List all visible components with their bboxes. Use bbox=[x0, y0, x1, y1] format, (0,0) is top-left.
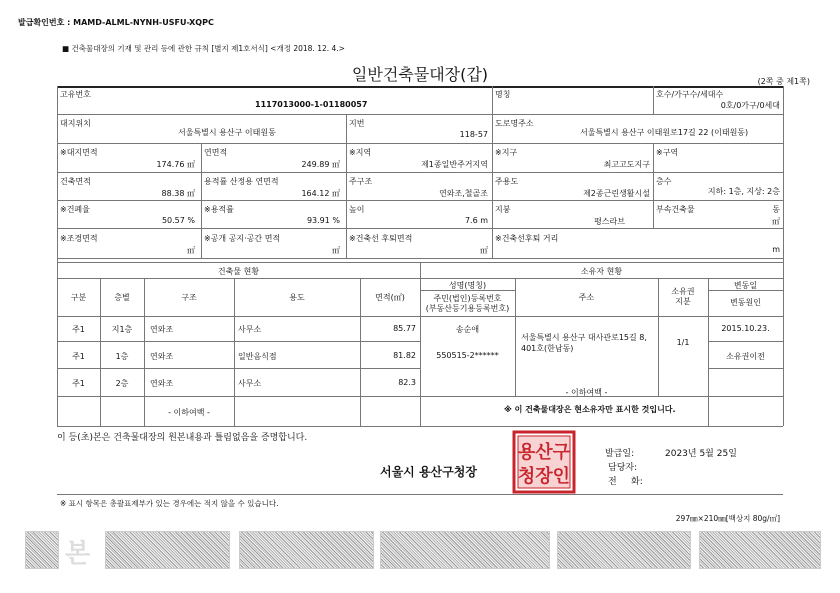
bcr-value: 50.57 % bbox=[161, 216, 195, 225]
cell-structure: 연와조 bbox=[150, 325, 174, 334]
public-space-value: ㎡ bbox=[332, 246, 340, 255]
table-top-border bbox=[57, 86, 783, 88]
landscape-value: ㎡ bbox=[187, 246, 195, 255]
cell-structure: 연와조 bbox=[150, 352, 174, 361]
owner-address-line2: 401호(한남동) bbox=[521, 344, 574, 353]
col-divider bbox=[653, 143, 654, 229]
table-left-border bbox=[57, 86, 58, 426]
owner-share: 1/1 bbox=[676, 338, 690, 347]
zone-value: 제1종일반주거지역 bbox=[421, 160, 488, 169]
lot-label: 지번 bbox=[349, 119, 365, 128]
name-label: 명칭 bbox=[495, 90, 511, 99]
col-header-owner-id: 주민(법인)등록번호 bbox=[433, 294, 502, 303]
col-header-use: 용도 bbox=[289, 293, 305, 302]
footnote: ※ 표시 항목은 총괄표제부가 있는 경우에는 적지 않을 수 있습니다. bbox=[60, 499, 279, 508]
total-area-value: 249.89 ㎡ bbox=[301, 160, 340, 169]
col-header-area: 면적(㎡) bbox=[375, 293, 405, 302]
watermark-graphic bbox=[25, 531, 93, 569]
issuer-name: 서울시 용산구청장 bbox=[380, 465, 477, 479]
setback-area-value: ㎡ bbox=[480, 246, 488, 255]
row-divider bbox=[57, 143, 783, 144]
cell-div: 주1 bbox=[72, 352, 85, 361]
security-code-5 bbox=[699, 531, 821, 569]
phone-label: 전 화: bbox=[608, 477, 643, 487]
row-divider bbox=[57, 341, 420, 342]
height-value: 7.6 m bbox=[464, 216, 488, 225]
issue-date-label: 발급일: bbox=[605, 449, 635, 459]
row-divider bbox=[57, 172, 783, 173]
structure-label: 주구조 bbox=[349, 177, 373, 186]
cell-area: 82.3 bbox=[398, 378, 416, 387]
building-section-title: 건축물 현황 bbox=[217, 267, 260, 276]
security-code-1 bbox=[105, 531, 230, 569]
zone-label: ※지역 bbox=[349, 148, 372, 157]
floors-end-marker: - 이하여백 - bbox=[168, 408, 210, 417]
floors-value: 지하: 1층, 지상: 2층 bbox=[707, 187, 780, 196]
header-bottom-border bbox=[57, 316, 783, 317]
id-label: 고유번호 bbox=[60, 90, 91, 99]
col-divider bbox=[201, 143, 202, 258]
col-header-owner-name: 성명(명칭) bbox=[448, 281, 487, 290]
district-value: 최고고도지구 bbox=[603, 160, 650, 169]
row-divider bbox=[57, 228, 783, 229]
col-header-change-date: 변동일 bbox=[733, 281, 758, 290]
main-use-value: 제2종근린생활시설 bbox=[583, 189, 650, 198]
annex-label: 부속건축물 bbox=[656, 205, 695, 214]
owner-address-line1: 서울특별시 용산구 대사관로15길 8, bbox=[521, 333, 647, 342]
roof-label: 지붕 bbox=[495, 205, 511, 214]
svg-text:청장인: 청장인 bbox=[517, 466, 571, 487]
cell-div: 주1 bbox=[72, 325, 85, 334]
row-divider bbox=[57, 114, 783, 115]
row-divider bbox=[57, 396, 420, 397]
regulation-note: ■ 건축물대장의 기재 및 관리 등에 관한 규칙 [별지 제1호서식] <개정 2018. 12. 4.> bbox=[62, 44, 345, 53]
area-zone-label: ※구역 bbox=[656, 148, 679, 157]
land-area-value: 174.76 ㎡ bbox=[156, 160, 195, 169]
row-divider bbox=[57, 368, 420, 369]
site-value: 서울특별시 용산구 이태원동 bbox=[178, 128, 276, 137]
building-area-label: 건축면적 bbox=[60, 177, 91, 186]
row-divider bbox=[57, 200, 783, 201]
lot-value: 118-57 bbox=[459, 130, 488, 139]
district-label: ※지구 bbox=[495, 148, 518, 157]
owner-note: ※ 이 건축물대장은 현소유자만 표시한 것입니다. bbox=[504, 405, 676, 414]
security-code-2 bbox=[239, 531, 374, 569]
col-header-share: 소유권 bbox=[671, 287, 695, 296]
col-header-owner-regid: (부동산등기용등록번호) bbox=[425, 304, 510, 313]
setback-distance-value: m bbox=[772, 245, 780, 254]
site-label: 대지위치 bbox=[60, 119, 91, 128]
road-address-label: 도로명주소 bbox=[495, 119, 534, 128]
page-title: 일반건축물대장(갑) bbox=[351, 65, 489, 84]
col-divider bbox=[346, 143, 347, 258]
bcr-label: ※건폐율 bbox=[60, 205, 90, 214]
col-header-change-reason: 변동원인 bbox=[730, 298, 761, 307]
setback-distance-label: ※건축선후퇴 거리 bbox=[495, 234, 559, 243]
issue-confirmation-number: 발급확인번호 : MAMD-ALML-NYNH-USFU-XQPC bbox=[18, 18, 214, 27]
row-divider bbox=[57, 258, 783, 259]
owner-change-reason: 소유권이전 bbox=[726, 352, 765, 361]
issue-date-value: 2023년 5월 25일 bbox=[665, 449, 737, 459]
building-area-value: 88.38 ㎡ bbox=[161, 189, 195, 198]
road-address-value: 서울특별시 용산구 이태원로17길 22 (이태원동) bbox=[580, 128, 749, 137]
height-label: 높이 bbox=[349, 205, 365, 214]
table-right-border bbox=[783, 86, 784, 426]
cell-floor: 지1층 bbox=[111, 325, 133, 334]
person-in-charge-label: 담당자: bbox=[608, 463, 638, 473]
table-bottom-border bbox=[57, 426, 783, 427]
cell-use: 사무소 bbox=[238, 379, 262, 388]
cell-area: 81.82 bbox=[393, 351, 416, 360]
far-area-value: 164.12 ㎡ bbox=[301, 189, 340, 198]
annex-area-value: ㎡ bbox=[772, 217, 780, 226]
certify-statement: 이 등(초)본은 건축물대장의 원본내용과 틀림없음을 증명합니다. bbox=[57, 433, 308, 443]
svg-text:용산구: 용산구 bbox=[517, 442, 571, 463]
cell-use: 사무소 bbox=[238, 325, 262, 334]
official-seal bbox=[512, 430, 576, 494]
col-divider bbox=[492, 143, 493, 258]
col-header-floor: 층별 bbox=[114, 293, 130, 302]
floors-label: 층수 bbox=[656, 177, 672, 186]
far-value: 93.91 % bbox=[306, 216, 340, 225]
owner-reg-no: 550515-2****** bbox=[436, 351, 499, 360]
structure-value: 연와조,철골조 bbox=[439, 189, 488, 198]
id-value: 1117013000-1-01180057 bbox=[255, 100, 368, 109]
col-header-share-2: 지분 bbox=[675, 297, 691, 306]
footer-divider bbox=[57, 494, 783, 495]
owner-name: 송순애 bbox=[455, 325, 480, 334]
cell-use: 일반음식점 bbox=[238, 352, 277, 361]
annex-count-value: 동 bbox=[772, 205, 780, 214]
far-area-label: 용적률 산정용 연면적 bbox=[204, 177, 279, 186]
col-divider bbox=[492, 114, 493, 143]
cell-floor: 2층 bbox=[115, 379, 129, 388]
cell-area: 85.77 bbox=[393, 324, 416, 333]
households-label: 호수/가구수/세대수 bbox=[656, 90, 724, 99]
security-code-4 bbox=[557, 531, 691, 569]
cell-floor: 1층 bbox=[115, 352, 129, 361]
setback-area-label: ※건축선 후퇴면적 bbox=[349, 234, 413, 243]
total-area-label: 연면적 bbox=[204, 148, 228, 157]
roof-value: 평스라브 bbox=[594, 217, 625, 226]
row-divider bbox=[708, 368, 783, 369]
cell-div: 주1 bbox=[72, 379, 85, 388]
watermark-char: 본 bbox=[65, 539, 91, 569]
col-header-structure: 구조 bbox=[181, 293, 197, 302]
owner-section-title: 소유자 현황 bbox=[580, 267, 623, 276]
cell-structure: 연와조 bbox=[150, 379, 174, 388]
landscape-label: ※조경면적 bbox=[60, 234, 98, 243]
main-use-label: 주용도 bbox=[495, 177, 519, 186]
owner-end-marker: - 이하여백 - bbox=[565, 388, 608, 397]
col-divider bbox=[346, 114, 347, 143]
public-space-label: ※공개 공지·공간 면적 bbox=[204, 234, 281, 243]
owner-change-date: 2015.10.23. bbox=[721, 324, 770, 333]
col-divider bbox=[492, 86, 493, 114]
row-divider bbox=[708, 341, 783, 342]
security-code-3 bbox=[380, 531, 550, 569]
far-label: ※용적률 bbox=[204, 205, 234, 214]
col-header-div: 구분 bbox=[70, 293, 87, 302]
page-info: (2쪽 중 제1쪽) bbox=[757, 77, 810, 86]
households-value: 0호/0가구/0세대 bbox=[720, 101, 780, 110]
col-header-address: 주소 bbox=[578, 293, 595, 302]
col-divider bbox=[653, 86, 654, 114]
paper-spec: 297㎜×210㎜[백상지 80g/㎡] bbox=[675, 514, 780, 523]
land-area-label: ※대지면적 bbox=[60, 148, 98, 157]
